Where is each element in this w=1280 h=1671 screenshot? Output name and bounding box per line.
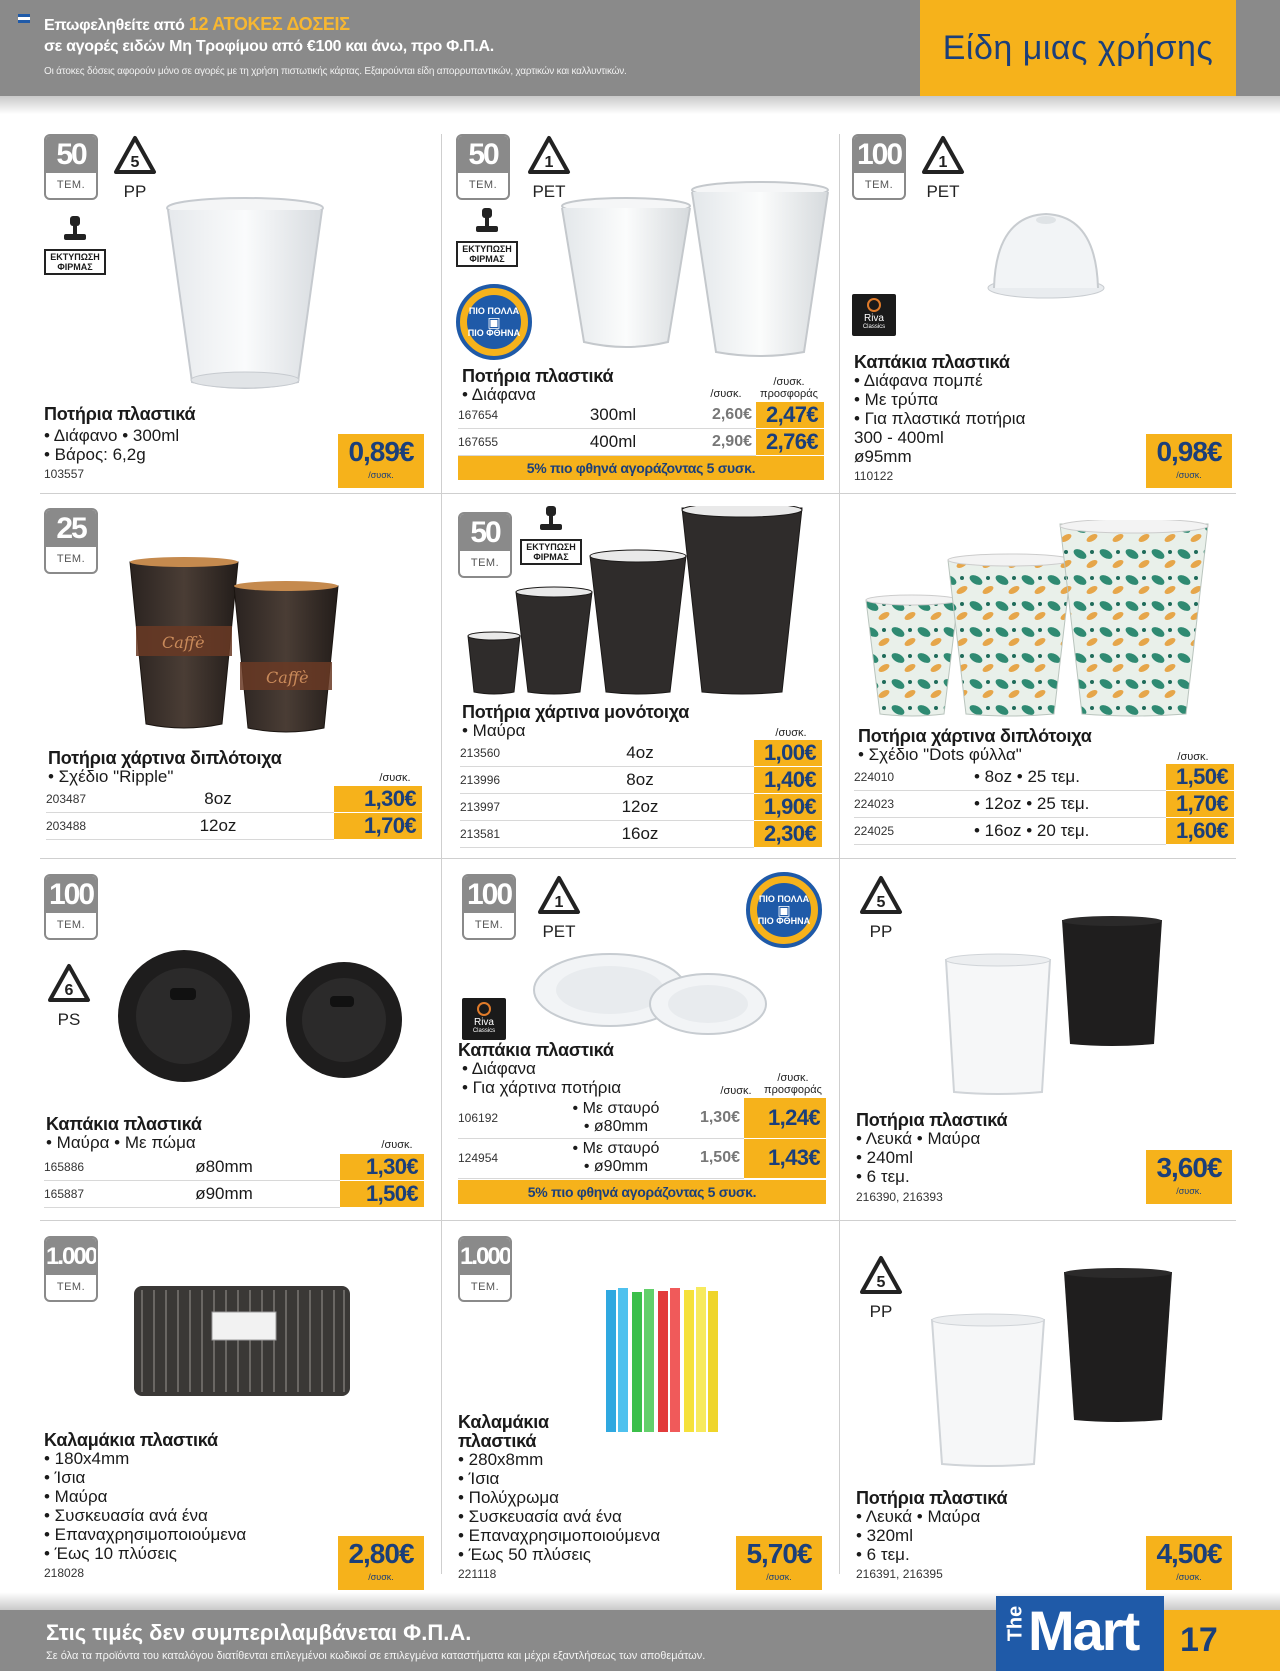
pack-quantity: 100 (464, 876, 514, 913)
pack-quantity: 100 (46, 876, 96, 913)
row-code: 213560 (460, 740, 570, 767)
price-table (46, 786, 422, 840)
product-feature: • Επαναχρησιμοποιούμενα (44, 1525, 247, 1544)
pack-unit: ΤΕΜ. (470, 557, 500, 569)
column-header: /συσκ. (379, 772, 411, 784)
row-code: 106192 (458, 1098, 554, 1138)
row-price: 1,00€ (754, 740, 822, 767)
table-row (46, 813, 422, 840)
page-number: 17 (1164, 1610, 1280, 1671)
table-row (854, 791, 1234, 818)
product-feature: • Διάφανο • 300ml (44, 426, 180, 445)
company-print-stamp-icon (456, 206, 518, 267)
row-size: 300ml (558, 402, 668, 429)
riva-classics-logo (462, 998, 506, 1040)
recycling-symbol-icon (852, 1254, 910, 1322)
pack-quantity: 50 (46, 136, 96, 173)
row-price: 1,30€ (334, 786, 422, 813)
row-size: • ø90mm (583, 1158, 649, 1175)
column-header: /συσκ. (720, 1085, 752, 1097)
row-size: 8oz (570, 767, 710, 794)
recycling-symbol-icon (40, 962, 98, 1030)
promo-note: Οι άτοκες δόσεις αφορούν μόνο σε αγορές με τη χρήση πιστωτικής κάρτας. Εξαιρούνται είδη απορρυπαντικών, χαρτικών και καλλυντικών. (44, 66, 627, 77)
logo-text: Riva (473, 1017, 494, 1028)
row-offer-price: 2,47€ (756, 402, 824, 429)
price-table (458, 402, 824, 456)
product-feature: • Μαύρα (44, 1487, 108, 1506)
product-feature: • 6 τεμ. (856, 1545, 910, 1564)
table-row (460, 821, 822, 848)
row-price: 1,70€ (334, 813, 422, 840)
row-code: 203488 (46, 813, 156, 840)
pack-unit: ΤΕΜ. (56, 919, 86, 931)
pack-quantity: 100 (854, 136, 904, 173)
table-row (460, 767, 822, 794)
row-size: • 16oz • 20 τεμ. (974, 818, 1124, 845)
grid-divider (441, 134, 442, 1574)
price-tag (338, 434, 424, 488)
product-feature: • Ίσια (458, 1469, 500, 1488)
grid-divider (40, 493, 1236, 494)
product-feature: • 320ml (856, 1526, 913, 1545)
product-feature: • Σχέδιο "Dots φύλλα" (858, 745, 1022, 764)
promo-line-1 (44, 14, 350, 35)
badge-text-top: ΠΙΟ ΠΟΛΛΑ (468, 305, 520, 316)
row-regular-price: 1,30€ (678, 1098, 744, 1138)
clear-pet-cups-image (560, 180, 830, 360)
product-code: 103557 (44, 467, 85, 481)
pack-quantity: 25 (46, 510, 96, 547)
row-code: 203487 (46, 786, 156, 813)
product-feature: • Διάφανα (462, 1059, 536, 1078)
bulk-discount-bar: 5% πιο φθηνά αγοράζοντας 5 συσκ. (458, 456, 824, 480)
clear-plastic-cup-image (160, 196, 330, 396)
header-shadow (0, 96, 1280, 114)
black-straws-pack-image (132, 1280, 352, 1400)
product-feature: • 180x4mm (44, 1449, 130, 1468)
product-code: 216390, 216393 (856, 1190, 943, 1204)
recycling-symbol-icon (914, 134, 972, 202)
product-feature: • 240ml (856, 1148, 913, 1167)
price-table (460, 740, 822, 848)
product-title: Ποτήρια πλαστικά (462, 366, 614, 386)
product-feature: • Συσκευασία ανά ένα (458, 1507, 622, 1526)
row-size: ø80mm (154, 1154, 294, 1181)
riva-classics-logo (852, 294, 896, 336)
pack-quantity-badge (852, 134, 906, 200)
product-feature: • Μαύρα • Με πώμα (46, 1133, 196, 1152)
pack-unit: ΤΕΜ. (56, 1281, 86, 1293)
price-unit: /συσκ. (368, 1572, 394, 1582)
pack-quantity: 1.000 (46, 1238, 96, 1275)
row-price: 2,30€ (754, 821, 822, 848)
white-black-tumblers-image (944, 916, 1174, 1096)
product-feature: • Έως 50 πλύσεις (458, 1545, 591, 1564)
row-offer-price: 1,24€ (744, 1098, 826, 1138)
logo-subtext: Classics (472, 1028, 496, 1034)
leaf-pattern-paper-cups-image (864, 520, 1214, 720)
row-offer-price: 1,43€ (744, 1138, 826, 1178)
category-title: Είδη μιας χρήσης (920, 0, 1236, 96)
price-value: 0,98€ (1156, 436, 1222, 467)
row-code: 213997 (460, 794, 570, 821)
pack-quantity-badge (462, 874, 516, 940)
product-feature: • Για πλαστικά ποτήρια (854, 409, 1026, 428)
product-title: Ποτήρια χάρτινα διπλότοιχα (858, 726, 1092, 746)
pack-quantity-badge (44, 508, 98, 574)
product-code: 218028 (44, 1566, 85, 1580)
pack-unit: ΤΕΜ. (468, 179, 498, 191)
column-header: /συσκ. προσφοράς (764, 1072, 822, 1096)
black-sip-lids-image (112, 948, 412, 1084)
price-unit: /συσκ. (368, 470, 394, 480)
stamp-label: ΕΚΤΥΠΩΣΗ ΦΙΡΜΑΣ (520, 539, 582, 565)
row-size: 8oz (156, 786, 280, 813)
row-code: 167655 (458, 429, 558, 456)
product-feature: • Ίσια (44, 1468, 86, 1487)
row-regular-price: 1,50€ (678, 1138, 744, 1178)
product-feature: 300 - 400ml (854, 428, 944, 447)
product-feature: • Έως 10 πλύσεις (44, 1544, 177, 1563)
badge-text-top: ΠΙΟ ΠΟΛΛΑ (758, 893, 810, 904)
price-unit: /συσκ. (1176, 1572, 1202, 1582)
product-title: Ποτήρια πλαστικά (856, 1110, 1008, 1130)
badge-text-bottom: ΠΙΟ ΦΘΗΝΑ (467, 327, 521, 338)
row-code: 165887 (44, 1181, 154, 1208)
product-title: Καλαμάκια (458, 1412, 549, 1432)
table-row (854, 818, 1234, 845)
row-code: 224010 (854, 764, 974, 791)
row-price: 1,50€ (1166, 764, 1234, 791)
logo-mart: Mart (1028, 1599, 1139, 1662)
company-print-stamp-icon (44, 214, 106, 275)
price-table (458, 1098, 826, 1179)
white-black-tumblers-image (930, 1268, 1180, 1468)
row-size: • Με σταυρό (572, 1140, 660, 1157)
product-feature: • 6 τεμ. (856, 1167, 910, 1186)
row-size: 12oz (156, 813, 280, 840)
row-code: 167654 (458, 402, 558, 429)
product-feature: • Συσκευασία ανά ένα (44, 1506, 208, 1525)
row-size: • 12oz • 25 τεμ. (974, 791, 1124, 818)
product-title: Ποτήρια χάρτινα μονότοιχα (462, 702, 690, 722)
price-value: 4,50€ (1156, 1538, 1222, 1569)
product-title: Ποτήρια χάρτινα διπλότοιχα (48, 748, 282, 768)
row-size: • Με σταυρό (572, 1099, 660, 1117)
price-table (44, 1154, 424, 1208)
price-tag (1146, 434, 1232, 488)
pack-unit: ΤΕΜ. (56, 553, 86, 565)
material-code: PET (542, 922, 576, 941)
product-feature: • Σχέδιο "Ripple" (48, 767, 174, 786)
row-size: • ø80mm (583, 1117, 649, 1135)
clear-flat-lids-image (532, 946, 768, 1046)
pack-unit: ΤΕΜ. (864, 179, 894, 191)
vat-notice: Στις τιμές δεν συμπεριλαμβάνεται Φ.Π.Α. (46, 1620, 472, 1645)
stamp-label: ΕΚΤΥΠΩΣΗ ΦΙΡΜΑΣ (456, 241, 518, 267)
product-feature: • Διάφανα (462, 385, 536, 404)
row-code: 224023 (854, 791, 974, 818)
row-size: 12oz (570, 794, 710, 821)
svg-text:Caffè: Caffè (162, 633, 205, 652)
product-code: 216391, 216395 (856, 1567, 943, 1581)
price-tag (1146, 1150, 1232, 1204)
grid-divider (839, 134, 840, 1574)
price-unit: /συσκ. (1176, 1186, 1202, 1196)
row-code: 213996 (460, 767, 570, 794)
pack-quantity: 50 (460, 514, 510, 551)
svg-text:1: 1 (554, 894, 564, 911)
row-size: 4oz (570, 740, 710, 767)
svg-text:5: 5 (876, 1274, 886, 1291)
column-header: /συσκ. (775, 727, 807, 739)
pack-quantity-badge (456, 134, 510, 200)
price-unit: /συσκ. (1176, 470, 1202, 480)
more-for-less-badge: ΠΙΟ ΠΟΛΛΑ ▣ ΠΙΟ ΦΘΗΝΑ (456, 284, 532, 360)
pack-unit: ΤΕΜ. (474, 919, 504, 931)
row-price: 1,50€ (340, 1181, 424, 1208)
table-row (854, 764, 1234, 791)
promo-prefix: Επωφεληθείτε από (44, 17, 185, 34)
column-header: /συσκ. (710, 388, 742, 400)
price-tag (736, 1536, 822, 1590)
product-feature: • Βάρος: 6,2g (44, 445, 146, 464)
table-row (460, 794, 822, 821)
logo-text: Riva (863, 313, 884, 324)
row-price: 1,30€ (340, 1154, 424, 1181)
row-size: • 8oz • 25 τεμ. (974, 764, 1124, 791)
table-row (458, 402, 824, 429)
product-title: πλαστικά (458, 1431, 537, 1451)
row-code: 165886 (44, 1154, 154, 1181)
product-title: Καλαμάκια πλαστικά (44, 1430, 218, 1450)
price-tag (1146, 1536, 1232, 1590)
the-mart-logo (996, 1596, 1164, 1671)
black-paper-cups-image (466, 506, 816, 696)
badge-text-bottom: ΠΙΟ ΦΘΗΝΑ (757, 915, 811, 926)
product-code: 221118 (458, 1567, 497, 1581)
logo-the: The (1004, 1605, 1027, 1642)
table-row (458, 1098, 826, 1138)
svg-text:1: 1 (938, 154, 948, 171)
row-code: 224025 (854, 818, 974, 845)
row-regular-price: 2,60€ (668, 402, 756, 429)
material-code: PP (869, 922, 893, 941)
row-price: 1,90€ (754, 794, 822, 821)
page-header (0, 0, 1280, 96)
row-code: 124954 (458, 1138, 554, 1178)
promo-highlight: 12 ΑΤΟΚΕΣ ΔΟΣΕΙΣ (188, 14, 350, 34)
table-row (44, 1154, 424, 1181)
product-feature: • Πολύχρωμα (458, 1488, 559, 1507)
pack-quantity-badge (44, 874, 98, 940)
material-code: PET (926, 182, 960, 201)
stamp-label: ΕΚΤΥΠΩΣΗ ΦΙΡΜΑΣ (44, 249, 106, 275)
svg-text:Caffè: Caffè (266, 668, 309, 687)
product-feature: • Για χάρτινα ποτήρια (462, 1078, 622, 1097)
product-title: Ποτήρια πλαστικά (44, 404, 196, 424)
price-value: 2,80€ (348, 1538, 414, 1569)
svg-text:5: 5 (876, 894, 886, 911)
dome-lid-image (986, 208, 1106, 308)
row-price: 1,40€ (754, 767, 822, 794)
price-value: 0,89€ (348, 436, 414, 467)
grid-divider (40, 1220, 1236, 1221)
row-size: 400ml (558, 429, 668, 456)
row-size: ø90mm (154, 1181, 294, 1208)
table-row (46, 786, 422, 813)
svg-text:1: 1 (544, 154, 554, 171)
price-unit: /συσκ. (766, 1572, 792, 1582)
column-header: /συσκ. (381, 1139, 413, 1151)
material-code: PP (123, 182, 147, 201)
pack-quantity: 1.000 (460, 1238, 510, 1275)
product-title: Καπάκια πλαστικά (854, 352, 1010, 372)
product-feature: • Επαναχρησιμοποιούμενα (458, 1526, 661, 1545)
row-price: 1,60€ (1166, 818, 1234, 845)
pack-unit: ΤΕΜ. (470, 1281, 500, 1293)
availability-notice: Σε όλα τα προϊόντα του καταλόγου διατίθενται επιλεγμένοι κωδικοί σε επιλεγμένα καταστήματα και μέχρι εξαντλήσεως των αποθεμάτων. (46, 1650, 706, 1662)
pack-quantity-badge (44, 134, 98, 200)
column-header: /συσκ. (1177, 751, 1209, 763)
product-feature: • Διάφανα πομπέ (854, 371, 983, 390)
price-table (854, 764, 1234, 845)
table-row (44, 1181, 424, 1208)
table-row (458, 1138, 826, 1178)
row-size: 16oz (570, 821, 710, 848)
recycling-symbol-icon (530, 874, 588, 942)
pack-unit: ΤΕΜ. (56, 179, 86, 191)
more-for-less-badge: ΠΙΟ ΠΟΛΛΑ ▣ ΠΙΟ ΦΘΗΝΑ (746, 872, 822, 948)
svg-text:5: 5 (130, 154, 140, 171)
svg-text:6: 6 (64, 982, 74, 999)
product-code: 110122 (854, 469, 894, 483)
product-feature: • Μαύρα (462, 721, 526, 740)
pack-quantity: 50 (458, 136, 508, 173)
grid-divider (40, 858, 1236, 859)
pack-quantity-badge (458, 1236, 512, 1302)
ripple-paper-cups-image (126, 556, 346, 736)
product-title: Ποτήρια πλαστικά (856, 1488, 1008, 1508)
material-code: PET (532, 182, 566, 201)
product-feature: • Λευκά • Μαύρα (856, 1129, 981, 1148)
bulk-discount-bar: 5% πιο φθηνά αγοράζοντας 5 συσκ. (458, 1180, 826, 1204)
table-row (460, 740, 822, 767)
product-title: Καπάκια πλαστικά (46, 1114, 202, 1134)
product-title: Καπάκια πλαστικά (458, 1040, 614, 1060)
product-feature: • Λευκά • Μαύρα (856, 1507, 981, 1526)
recycling-symbol-icon (106, 134, 164, 202)
product-feature: • Με τρύπα (854, 390, 939, 409)
column-header: /συσκ. προσφοράς (760, 376, 818, 400)
material-code: PS (57, 1010, 81, 1029)
material-code: PP (869, 1302, 893, 1321)
recycling-symbol-icon (852, 874, 910, 942)
greek-flag-icon (18, 14, 30, 23)
product-feature: ø95mm (854, 447, 912, 466)
row-price: 1,70€ (1166, 791, 1234, 818)
row-regular-price: 2,90€ (668, 429, 756, 456)
row-code: 213581 (460, 821, 570, 848)
colorful-straws-image (600, 1286, 730, 1436)
table-row (458, 429, 824, 456)
promo-line-2: σε αγορές ειδών Μη Τροφίμου από €100 και άνω, προ Φ.Π.Α. (44, 38, 494, 55)
product-feature: • 280x8mm (458, 1450, 544, 1469)
logo-subtext: Classics (862, 324, 886, 330)
price-value: 3,60€ (1156, 1152, 1222, 1183)
price-tag (338, 1536, 424, 1590)
price-value: 5,70€ (746, 1538, 812, 1569)
row-offer-price: 2,76€ (756, 429, 824, 456)
pack-quantity-badge (44, 1236, 98, 1302)
